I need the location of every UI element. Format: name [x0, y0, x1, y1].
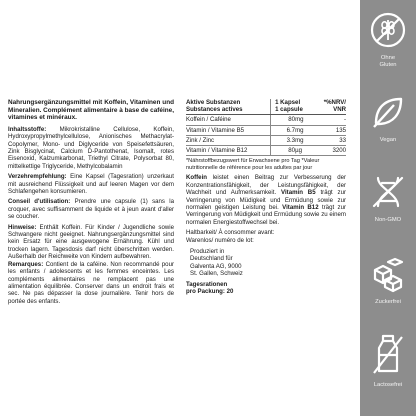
- badge-label: Zuckerfrei: [375, 299, 401, 305]
- conseil-title: Conseil d'utilisation:: [8, 198, 71, 206]
- substance-nrv: 33: [316, 135, 346, 145]
- substance-nrv: 3200: [316, 146, 346, 156]
- amount-unit: µg: [295, 147, 302, 155]
- badge-label: Ohne Gluten: [379, 55, 397, 68]
- table-row: [186, 115, 346, 125]
- header-nrv: [316, 99, 346, 115]
- nrv-footnote: *Nährstoffbezugswert für Erwachsene pro Tag *Valeur nutritionnelle de référence pour les adultes par jour: [186, 158, 320, 171]
- header-substances-de: Aktive Substanzen: [186, 99, 241, 106]
- table-row: [186, 135, 346, 145]
- best-before-label: Haltbarkeit/ À consommer avant:: [186, 229, 275, 237]
- table-header-row: [186, 99, 346, 115]
- amount-unit: mg: [295, 126, 304, 134]
- claim-caffeine-text: leistet einen Beitrag zur Verbesserung der Konzentrationsfähigkeit, der Leistungsfähigkeit, der Wachheit und Aufmerksamkeit.: [186, 174, 346, 197]
- header-substances-fr: Substances actives: [186, 106, 243, 114]
- header-per-capsule: [271, 99, 316, 115]
- manufacturer-address: [186, 248, 346, 278]
- substance-amount: [271, 135, 316, 145]
- claim-b5-text: trägt zur Verringerung von Müdigkeit und Ermüdung sowie zur normalen geistigen Leistung bei.: [186, 189, 347, 212]
- hints-text: Enthält Koffein. Für Kinder / Jugendliche sowie Schwangere nicht geeignet. Nahrungsergänzungsmittel sind kein Ersatz für eine ausgewogene Ernährung. Kühl und trocken lagern. Tagesdosis darf nicht überschritten werden. Außerhalb der Reichweite von Kindern aufbewahren.: [8, 223, 174, 261]
- label-left-column: [8, 99, 174, 305]
- remarks-title: Remarques:: [8, 260, 44, 268]
- dosage-title: Verzehrempfehlung:: [8, 173, 67, 181]
- hints-section: [8, 224, 174, 261]
- conseil-section: [8, 198, 174, 220]
- conseil-text: Prendre une capsule (1) sans la croquer, avec suffisamment de liquide et à jeun avant d'aller se coucher.: [8, 198, 174, 221]
- substance-nrv: -: [316, 115, 346, 125]
- badge-non-gmo: [360, 172, 416, 224]
- claim-b12-label: Vitamin B12: [282, 204, 319, 212]
- claim-caffeine-label: Koffein: [186, 174, 207, 182]
- substance-nrv: 135: [316, 125, 346, 135]
- amount-value: 6.7: [286, 126, 296, 134]
- substance-name: Vitamin / Vitamine B12: [186, 146, 271, 156]
- header-substances: [186, 99, 271, 115]
- substance-name: Koffein / Caféine: [186, 115, 271, 125]
- badge-label: Non-GMO: [374, 217, 402, 223]
- lot-number-label: Warenlos/ numéro de lot:: [186, 236, 254, 244]
- ingredients-title: Inhaltsstoffe:: [8, 125, 47, 133]
- header-capsule-fr: 1 capsule: [275, 106, 303, 114]
- dosage-section: [8, 173, 174, 195]
- ingredients-text: Mikrokristalline Cellulose, Koffein, Hydroxypropylmethylcellulose, Anionisches Methacrylat-Copolymer, Mono- und Diglyceride von Speisefettsäuren, Zink Bisglycinat, Calcium D-Pantothenat, Isomalt, rotes Eisenoxid, Kalzumkarbonat, Triethyl Citrate, Polysorbat 80, mittelkettige Triglyceride, Methylcobalamin: [8, 125, 174, 170]
- badge-gluten-free: [360, 10, 416, 69]
- servings-per-pack: [186, 281, 346, 296]
- amount-value: 3.3: [286, 136, 296, 144]
- milk-bottle-icon: [368, 333, 408, 377]
- remarks-text: Contient de la caféine. Non recommandé pour les enfants / adolescents et les femmes enceintes. Les compléments alimentaires ne remplacent pas une alimentation équilibrée. Conserver dans un endroit frais et sec. Ne pas dépasser la dose journalière. Tenir hors de portée des enfants.: [8, 260, 174, 305]
- header-nrv-line2: VNR: [333, 106, 346, 114]
- no-sugar-icon: [368, 10, 408, 50]
- amount-value: 80: [288, 116, 296, 124]
- table-row: [186, 125, 346, 135]
- substance-amount: [271, 115, 316, 125]
- address-line: Deutschland für: [190, 255, 233, 263]
- address-line: Galventa AG, 9000: [190, 262, 242, 270]
- substance-name: Zink / Zinc: [186, 135, 271, 145]
- ingredients-section: [8, 126, 174, 170]
- header-capsule-de: 1 Kapsel: [275, 99, 301, 106]
- badge-label: Lactosefrei: [373, 382, 403, 388]
- amount-unit: mg: [295, 116, 304, 124]
- amount-unit: mg: [295, 136, 304, 144]
- address-line: St. Gallen, Schweiz: [190, 270, 243, 278]
- dosage-text: Eine Kapsel (Tagesration) unzerkaut mit ausreichend Flüssigkeit und auf leeren Magen vor dem Schlafengehen konsumieren.: [8, 173, 175, 196]
- table-row: [186, 146, 346, 156]
- claim-b5-label: Vitamin B5: [281, 189, 316, 197]
- nutrition-table: [186, 99, 346, 156]
- feature-badges-sidebar: [360, 0, 416, 416]
- claim-b12-text: trägt zur Verringerung von Müdigkeit und Ermüdung sowie zu einem normalen Energiestoffwechsel bei.: [186, 204, 346, 226]
- sugar-cubes-icon: [368, 254, 408, 294]
- amount-value: 80: [288, 147, 296, 155]
- shelf-life: [186, 229, 346, 244]
- badge-vegan: [360, 92, 416, 144]
- dna-icon: [368, 172, 408, 212]
- leaf-icon: [368, 92, 408, 132]
- remarks-section: [8, 261, 174, 305]
- hints-title: Hinweise:: [8, 223, 37, 231]
- substance-amount: [271, 146, 316, 156]
- badge-sugar-free: [360, 254, 416, 306]
- badge-lactose-free: [360, 333, 416, 389]
- servings-count: pro Packung: 20: [186, 288, 234, 296]
- substance-amount: [271, 125, 316, 135]
- address-line: Produziert in: [190, 248, 225, 256]
- badge-label: Vegan: [379, 137, 397, 143]
- substance-name: Vitamin / Vitamine B5: [186, 125, 271, 135]
- header-nrv-line1: *%NRV/: [323, 99, 346, 106]
- product-description: Nahrungsergänzungsmittel mit Koffein, Vitaminen und Mineralien. Complément alimentaire à base de caféine, vitamines et minéraux.: [8, 99, 174, 122]
- health-claims: [186, 174, 346, 226]
- servings-label: Tagesrationen: [186, 280, 228, 288]
- label-right-column: [186, 99, 346, 296]
